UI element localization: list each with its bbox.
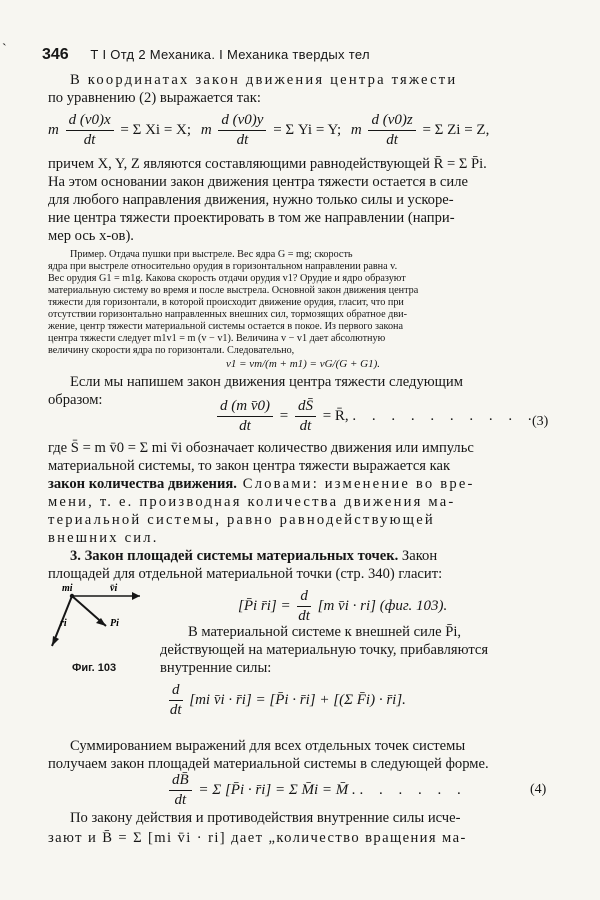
para5-line1: В материальной системе к внешней силе P̄i, [188,624,462,640]
eq1-frac1 [66,112,114,149]
eq-area-lhs: [P̄i r̄i] = [238,597,291,614]
para4-line3 [48,476,558,493]
figure-label-v: v̄i [110,583,118,594]
eq-area-rhs: [m v̄i · ri] (фиг. 103). [317,597,448,614]
para3-line2: образом: [48,392,103,408]
equation-3 [214,398,538,435]
eq4-frac [169,772,192,809]
eq-int-num: d [169,682,183,701]
para2-line1: причем X, Y, Z являются составляющими равнодействующей R̄ = Σ P̄i. [48,156,487,172]
section3-heading-line [70,548,558,565]
radius-arrowhead [52,636,59,646]
eq3-eq: = [279,407,289,424]
material-point [70,594,74,598]
eq1-m1: m [48,121,59,138]
example-line8: центра тяжести следует m1v1 = m (v − v1). Величина v − v1 дает абсолютную [48,333,386,344]
eq4-den: dt [174,792,187,808]
running-title: Т I Отд 2 Механика. I Механика твердых тел [90,47,370,62]
para2-line4: ние центра тяжести проектировать в том же направлении (напри- [48,210,455,226]
eq1-num3: d (v0)z [368,112,415,131]
eq3-den1: dt [239,418,251,434]
eq-area-num: d [297,588,311,607]
para1-line2: по уравнению (2) выражается так: [48,90,261,106]
equation-1 [48,112,489,149]
para4-line5: териальной системы, равно равнодействующей [48,512,435,528]
eq1-den1: dt [83,132,96,148]
para4-line2: материальной системы, то закон центра тяжести выражается как [48,458,451,474]
eq3-num1: d (m v̄0) [217,398,273,417]
figure-label-p: Pi [110,618,119,629]
para2-line3: для любого направления движения, нужно только силы и ускоре- [48,192,454,208]
eq3-dots: . . . . . . . . . . [352,407,538,424]
example-line1: Пример. Отдача пушки при выстреле. Вес ядра G = mg; скорость [70,249,353,260]
para4-line1: где S̄ = m v̄0 = Σ mi v̄i обозначает количество движения или импульс [48,440,474,456]
page-number: 346 [42,46,69,63]
para6-line2: получаем закон площадей материальной системы в следующей форме. [48,756,489,772]
section3-line1-rest: Закон [398,548,438,564]
para4-line4: мени, т. е. производная количества движения ма- [48,494,456,510]
example-line7: жение, центр тяжести материальной системы остается в покое. Из первого закона [48,321,404,332]
figure-103-diagram [48,582,158,692]
eq3-rhs: = R̄, [322,407,349,424]
eq3-frac2 [295,398,316,435]
eq1-rhs3: = Σ Zi = Z, [422,121,490,138]
eq1-rhs2: = Σ Yi = Y; [273,121,342,138]
figure-label-m: mi [62,583,73,594]
example-line2: ядра при выстреле относительно орудия в горизонтальном направлении равна v. [48,261,398,272]
running-header [42,46,562,64]
eq1-den3: dt [386,132,398,148]
para1-line1: В координатах закон движения центра тяжести [70,72,458,88]
velocity-arrowhead [132,592,140,600]
eq3-den2: dt [299,418,312,434]
eq-int-frac [169,682,183,719]
eq1-num1: d (v0)x [66,112,114,131]
eq1-frac2 [218,112,266,149]
figure-label-r: ri [60,618,67,629]
para6-line1: Суммированием выражений для всех отдельных точек системы [70,738,466,754]
para2-line5: мер ось x-ов). [48,228,134,244]
eq1-num2: d (v0)y [218,112,266,131]
para4-line3-rest: Словами: изменение во вре- [236,476,475,492]
para2-line2: На этом основании закон движения центра тяжести остается в силе [48,174,468,190]
eq1-rhs1: = Σ Xi = X; [120,121,192,138]
para7-line1: По закону действия и противодействия внутренние силы исче- [70,810,461,826]
eq-area-den: dt [298,608,310,624]
eq3-number: (3) [532,414,549,429]
para5-line2: действующей на материальную точку, прибавляются [160,642,489,658]
equation-internal-forces [166,682,406,719]
margin-mark: ˋ [2,42,7,57]
eq1-frac3 [368,112,415,149]
section3-title: 3. Закон площадей системы материальных точек. [70,548,399,564]
example-line4: материальную систему во время и после выстрела. Основной закон движения центра [48,285,419,296]
equation-4 [166,772,467,809]
equation-area-law [238,588,447,625]
eq4-number: (4) [530,782,547,797]
para3-line1: Если мы напишем закон движения центра тяжести следующим [70,374,463,390]
eq4-num: dB̄ [169,772,192,791]
eq-int-den: dt [169,702,182,718]
eq-int-rhs: [mi v̄i · r̄i] = [P̄i · r̄i] + [(Σ F̄i) · r̄i]. [189,691,406,708]
example-line9: величину скорости ядра по горизонтали. Следовательно, [48,345,295,356]
example-line6: отсутствии горизонтально направленных внешних сил, тормозящих обратное дви- [48,309,408,320]
eq4-rhs: = Σ [P̄i · r̄i] = Σ M̄i = M̄ . [198,781,356,798]
para4-line6: внешних сил. [48,530,159,546]
example-line3: Вес орудия G1 = m1g. Какова скорость отдачи орудия v1? Орудие и ядро образуют [48,273,406,284]
eq3-frac1 [217,398,273,435]
para5-line3: внутренние силы: [160,660,272,676]
figure-caption: Фиг. 103 [72,662,117,674]
eq-area-frac [297,588,311,625]
para7-line2: зают и B̄ = Σ [mi v̄i · ri] дает „количество вращения ма- [48,830,467,846]
eq1-m2: m [200,121,212,138]
eq4-dots: . . . . . . [359,781,467,798]
eq1-m3: m [350,121,362,138]
law-momentum-term: закон количества движения. [48,476,237,492]
eq3-num2: dS̄ [295,398,316,417]
example-formula: v1 = vm/(m + m1) = vG/(G + G1). [225,358,381,370]
eq1-den2: dt [236,132,249,148]
section3-line2: площадей для отдельной материальной точки (стр. 340) гласит: [48,566,443,582]
example-line5: тяжести для горизонтали, в которой происходит движение орудия, гласит, что при [48,297,404,308]
